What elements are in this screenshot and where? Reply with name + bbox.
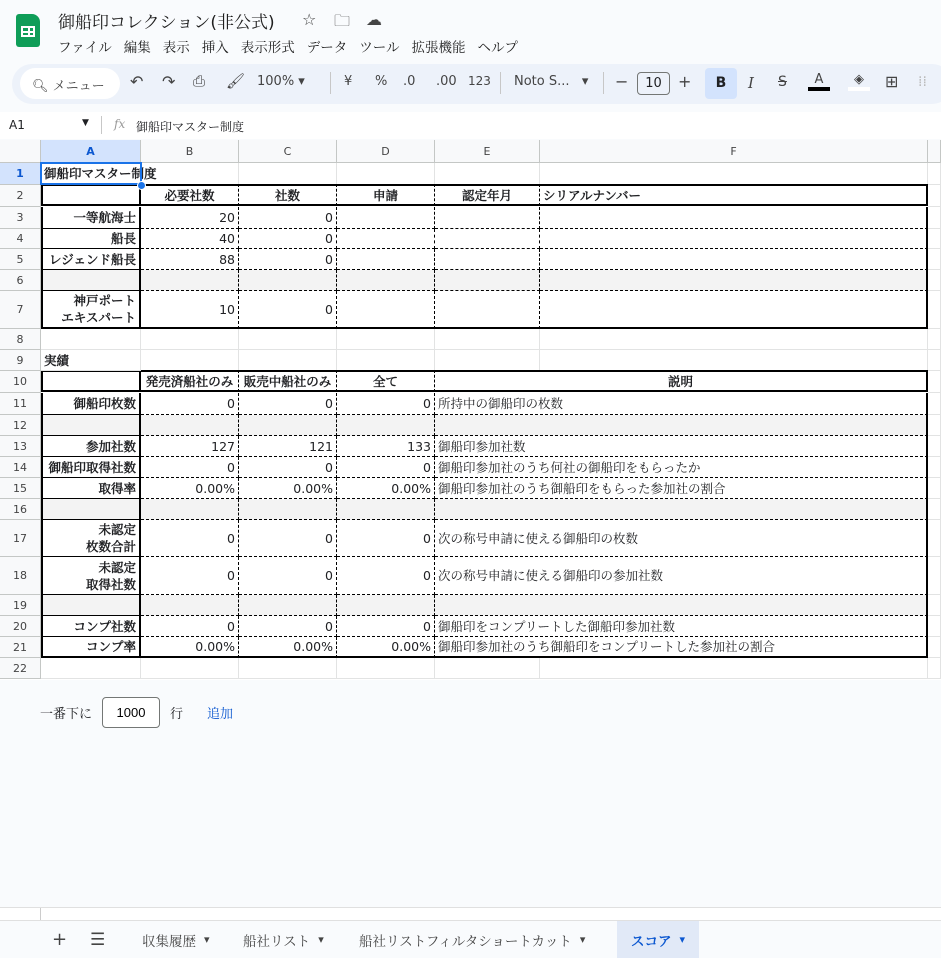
row-filler — [928, 520, 941, 557]
chevron-down-icon[interactable]: ▾ — [318, 933, 324, 946]
cell-E22[interactable] — [435, 658, 540, 679]
increase-font-size-button[interactable]: + — [678, 72, 692, 91]
cell-B5[interactable]: 88 — [141, 249, 239, 270]
row-header-14[interactable]: 14 — [0, 457, 41, 478]
column-header-A[interactable]: A — [41, 140, 141, 163]
cell-F4[interactable] — [540, 229, 928, 249]
cell-D5[interactable] — [337, 249, 435, 270]
row-header-6[interactable]: 6 — [0, 270, 41, 291]
cell-E5[interactable] — [435, 249, 540, 270]
cell-B17[interactable]: 0 — [141, 520, 239, 557]
cell-B4[interactable]: 40 — [141, 229, 239, 249]
select-all-corner[interactable] — [0, 140, 41, 163]
cell-D2[interactable]: 申請 — [337, 184, 435, 206]
cell-B12[interactable] — [141, 415, 239, 436]
sheet-tab-3[interactable] — [617, 921, 699, 958]
cell-C10[interactable]: 販売中船社のみ — [239, 370, 337, 392]
cell-C20[interactable]: 0 — [239, 616, 337, 637]
cell-A4[interactable]: 船長 — [41, 229, 141, 249]
cell-D10[interactable]: 全て — [337, 370, 435, 392]
cell-E9[interactable] — [435, 350, 540, 371]
document-title[interactable]: 御船印コレクション(非公式) — [58, 13, 275, 33]
spreadsheet-grid[interactable] — [0, 140, 941, 680]
cell-D20[interactable]: 0 — [337, 616, 435, 637]
all-sheets-menu-icon[interactable]: ☰ — [90, 929, 106, 950]
row-header-8[interactable]: 8 — [0, 329, 41, 350]
cell-F6[interactable] — [540, 270, 928, 291]
column-header-F[interactable]: F — [540, 140, 928, 163]
cell-E17[interactable]: 次の称号申請に使える御船印の枚数 — [435, 520, 928, 557]
cell-A20[interactable]: コンプ社数 — [41, 616, 141, 637]
fx-icon: fx — [114, 117, 126, 131]
paint-format-icon[interactable]: 🖌︎ — [226, 72, 246, 90]
row-filler — [928, 291, 941, 329]
decrease-font-size-button[interactable]: − — [615, 72, 629, 91]
cell-C2[interactable]: 社数 — [239, 184, 337, 206]
menu-item-1[interactable]: 編集 — [123, 40, 151, 56]
row-header-5[interactable]: 5 — [0, 249, 41, 270]
cell-B14[interactable]: 0 — [141, 457, 239, 478]
row-filler — [928, 658, 941, 679]
cell-A14[interactable]: 御船印取得社数 — [41, 457, 141, 478]
cell-B21[interactable]: 0.00% — [141, 637, 239, 658]
redo-icon[interactable]: ↷ — [162, 72, 176, 91]
cell-E4[interactable] — [435, 229, 540, 249]
column-header-filler — [928, 140, 941, 163]
row-header-15[interactable]: 15 — [0, 478, 41, 499]
cell-C17[interactable]: 0 — [239, 520, 337, 557]
row-filler — [928, 163, 941, 185]
cell-A15[interactable]: 取得率 — [41, 478, 141, 499]
cell-C16[interactable] — [239, 499, 337, 520]
cell-D19[interactable] — [337, 595, 435, 616]
row-filler — [928, 436, 941, 457]
add-rows-button[interactable]: 追加 — [207, 707, 234, 722]
row-filler — [928, 393, 941, 415]
cell-A13[interactable]: 参加社数 — [41, 436, 141, 457]
cell-A16[interactable] — [41, 499, 141, 520]
row-filler — [928, 249, 941, 270]
row-header-20[interactable]: 20 — [0, 616, 41, 637]
cell-A12[interactable] — [41, 415, 141, 436]
cell-B19[interactable] — [141, 595, 239, 616]
cell-F7[interactable] — [540, 291, 928, 329]
row-header-3[interactable]: 3 — [0, 207, 41, 229]
more-formats-button[interactable]: 123 — [468, 74, 491, 88]
bold-button[interactable]: B — [705, 68, 737, 99]
row-header-17[interactable]: 17 — [0, 520, 41, 557]
cell-E12[interactable] — [435, 415, 928, 436]
search-icon: 🔍︎ — [32, 79, 53, 94]
row-filler — [928, 557, 941, 595]
row-header-4[interactable]: 4 — [0, 229, 41, 249]
cell-C18[interactable]: 0 — [239, 557, 337, 595]
cell-E10[interactable]: 説明 — [435, 370, 928, 392]
column-header-C[interactable]: C — [239, 140, 337, 163]
active-cell-selection[interactable] — [40, 162, 142, 185]
cell-D1[interactable] — [337, 163, 435, 185]
row-filler — [928, 616, 941, 637]
sheet-tab-label: スコア — [631, 933, 672, 950]
cell-C3[interactable]: 0 — [239, 207, 337, 229]
cell-C5[interactable]: 0 — [239, 249, 337, 270]
row-filler — [928, 229, 941, 249]
row-header-1[interactable]: 1 — [0, 163, 41, 185]
row-filler — [928, 270, 941, 291]
cell-C21[interactable]: 0.00% — [239, 637, 337, 658]
text-color-icon[interactable]: A — [808, 72, 830, 91]
fill-handle[interactable] — [137, 181, 146, 190]
cell-A22[interactable] — [41, 658, 141, 679]
cell-D13[interactable]: 133 — [337, 436, 435, 457]
cell-E7[interactable] — [435, 291, 540, 329]
cell-F3[interactable] — [540, 207, 928, 229]
cell-A5[interactable]: レジェンド船長 — [41, 249, 141, 270]
percent-button[interactable]: % — [375, 74, 388, 89]
cell-F22[interactable] — [540, 658, 928, 679]
cell-D4[interactable] — [337, 229, 435, 249]
cell-A10[interactable] — [41, 370, 141, 392]
horizontal-scrollbar[interactable] — [0, 907, 941, 920]
fill-color-icon[interactable]: ◈ — [848, 72, 870, 91]
cell-B20[interactable]: 0 — [141, 616, 239, 637]
cell-C7[interactable]: 0 — [239, 291, 337, 329]
row-header-11[interactable]: 11 — [0, 393, 41, 415]
cell-D12[interactable] — [337, 415, 435, 436]
add-rows-bar — [40, 697, 233, 728]
cell-F2[interactable]: シリアルナンバー — [540, 184, 928, 206]
column-header-D[interactable]: D — [337, 140, 435, 163]
strikethrough-icon[interactable]: S — [778, 74, 787, 90]
sheet-tab-2[interactable] — [345, 921, 599, 958]
cell-E19[interactable] — [435, 595, 928, 616]
row-filler — [928, 329, 941, 350]
cell-C11[interactable]: 0 — [239, 393, 337, 415]
row-header-2[interactable]: 2 — [0, 185, 41, 207]
cell-D17[interactable]: 0 — [337, 520, 435, 557]
cell-B2[interactable]: 必要社数 — [141, 184, 239, 206]
cell-E1[interactable] — [435, 163, 540, 185]
print-icon[interactable]: ⎙ — [193, 72, 206, 90]
cell-E20[interactable]: 御船印をコンプリートした御船印参加社数 — [435, 616, 928, 637]
menu-item-3[interactable]: 挿入 — [201, 40, 229, 56]
menu-item-4[interactable]: 表示形式 — [240, 40, 295, 56]
menu-item-6[interactable]: ツール — [359, 40, 400, 56]
cell-C9[interactable] — [239, 350, 337, 371]
menu-item-7[interactable]: 拡張機能 — [411, 40, 466, 56]
cell-C15[interactable]: 0.00% — [239, 478, 337, 499]
cell-B15[interactable]: 0.00% — [141, 478, 239, 499]
add-rows-count-input[interactable] — [102, 697, 160, 728]
cell-E13[interactable]: 御船印参加社数 — [435, 436, 928, 457]
row-filler — [928, 499, 941, 520]
formula-input[interactable]: 御船印マスター制度 — [136, 120, 245, 134]
menu-item-8[interactable]: ヘルプ — [477, 40, 518, 56]
star-icon[interactable]: ☆ — [302, 10, 317, 29]
cell-D3[interactable] — [337, 207, 435, 229]
row-header-7[interactable]: 7 — [0, 291, 41, 329]
name-box-dropdown-icon[interactable]: ▼ — [82, 118, 89, 128]
decrease-decimal-button[interactable]: .0 — [403, 74, 416, 89]
cell-B11[interactable]: 0 — [141, 393, 239, 415]
cell-B18[interactable]: 0 — [141, 557, 239, 595]
cell-E3[interactable] — [435, 207, 540, 229]
cell-C22[interactable] — [239, 658, 337, 679]
row-header-9[interactable]: 9 — [0, 350, 41, 371]
sheet-tab-0[interactable] — [128, 921, 224, 958]
menu-item-2[interactable]: 表示 — [162, 40, 190, 56]
column-header-E[interactable]: E — [435, 140, 540, 163]
cell-B9[interactable] — [141, 350, 239, 371]
cell-E11[interactable]: 所持中の御船印の枚数 — [435, 393, 928, 415]
row-header-13[interactable]: 13 — [0, 436, 41, 457]
cell-E16[interactable] — [435, 499, 928, 520]
cell-C8[interactable] — [239, 329, 337, 350]
cell-E2[interactable]: 認定年月 — [435, 184, 540, 206]
cell-D18[interactable]: 0 — [337, 557, 435, 595]
row-filler — [928, 185, 941, 207]
cell-D21[interactable]: 0.00% — [337, 637, 435, 658]
cell-E14[interactable]: 御船印参加社のうち何社の御船印をもらったか — [435, 457, 928, 478]
increase-decimal-button[interactable]: .00 — [436, 74, 457, 89]
row-header-21[interactable]: 21 — [0, 637, 41, 658]
cell-F9[interactable] — [540, 350, 928, 371]
formula-bar — [0, 112, 941, 139]
move-folder-icon[interactable]: 🗀 — [334, 11, 351, 30]
cell-D8[interactable] — [337, 329, 435, 350]
cell-B7[interactable]: 10 — [141, 291, 239, 329]
cell-A1[interactable]: 御船印マスター制度 — [41, 163, 141, 185]
cell-A11[interactable]: 御船印枚数 — [41, 393, 141, 415]
cell-C19[interactable] — [239, 595, 337, 616]
row-header-10[interactable]: 10 — [0, 371, 41, 393]
currency-button[interactable]: ¥ — [344, 74, 353, 89]
cell-F8[interactable] — [540, 329, 928, 350]
sheet-tab-label: 船社リスト — [243, 933, 311, 950]
chevron-down-icon[interactable]: ▾ — [679, 933, 686, 946]
cell-D22[interactable] — [337, 658, 435, 679]
add-rows-prefix: 一番下に — [40, 707, 93, 722]
column-header-B[interactable]: B — [141, 140, 239, 163]
cell-E6[interactable] — [435, 270, 540, 291]
borders-icon[interactable]: ⊞ — [885, 72, 899, 91]
row-filler — [928, 350, 941, 371]
chevron-down-icon[interactable]: ▾ — [204, 933, 210, 946]
cell-D9[interactable] — [337, 350, 435, 371]
cell-D15[interactable]: 0.00% — [337, 478, 435, 499]
row-header-22[interactable]: 22 — [0, 658, 41, 679]
cell-C4[interactable]: 0 — [239, 229, 337, 249]
cell-B22[interactable] — [141, 658, 239, 679]
row-header-19[interactable]: 19 — [0, 595, 41, 616]
cell-C12[interactable] — [239, 415, 337, 436]
cell-B6[interactable] — [141, 270, 239, 291]
cell-F1[interactable] — [540, 163, 928, 185]
cell-F5[interactable] — [540, 249, 928, 270]
merge-cells-icon[interactable]: ⁞⁞ — [918, 74, 927, 90]
row-header-12[interactable]: 12 — [0, 415, 41, 436]
chevron-down-icon[interactable]: ▾ — [579, 933, 586, 946]
cell-A19[interactable] — [41, 595, 141, 616]
menu-search[interactable] — [20, 68, 120, 99]
cell-B13[interactable]: 127 — [141, 436, 239, 457]
menu-bar — [58, 36, 518, 56]
cell-C13[interactable]: 121 — [239, 436, 337, 457]
cell-E8[interactable] — [435, 329, 540, 350]
cell-C14[interactable]: 0 — [239, 457, 337, 478]
sheets-logo[interactable] — [16, 14, 40, 47]
add-sheet-icon[interactable]: + — [52, 929, 68, 950]
cell-E15[interactable]: 御船印参加社のうち御船印をもらった参加社の割合 — [435, 478, 928, 499]
cell-D6[interactable] — [337, 270, 435, 291]
menu-item-5[interactable]: データ — [306, 40, 348, 56]
cell-A8[interactable] — [41, 329, 141, 350]
cell-A17[interactable]: 未認定 枚数合計 — [41, 520, 141, 557]
cell-A9[interactable]: 実績 — [41, 350, 141, 371]
name-box[interactable]: A1 — [9, 118, 25, 132]
cell-C1[interactable] — [239, 163, 337, 185]
cell-A7[interactable]: 神戸ポート エキスパート — [41, 291, 141, 329]
search-label: メニュー — [52, 79, 105, 94]
cell-B8[interactable] — [141, 329, 239, 350]
row-filler — [928, 207, 941, 229]
cell-D11[interactable]: 0 — [337, 393, 435, 415]
row-filler — [928, 457, 941, 478]
cell-D14[interactable]: 0 — [337, 457, 435, 478]
menu-item-0[interactable]: ファイル — [58, 40, 112, 56]
cell-B3[interactable]: 20 — [141, 207, 239, 229]
cell-A3[interactable]: 一等航海士 — [41, 207, 141, 229]
cell-A18[interactable]: 未認定 取得社数 — [41, 557, 141, 595]
cell-B16[interactable] — [141, 499, 239, 520]
row-filler — [928, 478, 941, 499]
cell-A2[interactable] — [41, 184, 141, 206]
font-select[interactable]: Noto S... ▾ — [514, 74, 589, 89]
cell-E18[interactable]: 次の称号申請に使える御船印の参加社数 — [435, 557, 928, 595]
row-filler — [928, 637, 941, 658]
row-filler — [928, 371, 941, 393]
row-header-18[interactable]: 18 — [0, 557, 41, 595]
sheet-tabs-bar — [0, 920, 941, 957]
cell-A21[interactable]: コンプ率 — [41, 637, 141, 658]
cell-C6[interactable] — [239, 270, 337, 291]
sheet-tab-label: 収集履歴 — [142, 933, 196, 950]
sheet-tab-label: 船社リストフィルタショートカット — [359, 933, 572, 950]
cell-D16[interactable] — [337, 499, 435, 520]
sheet-tab-1[interactable] — [229, 921, 338, 958]
add-rows-suffix: 行 — [170, 707, 184, 722]
cell-A6[interactable] — [41, 270, 141, 291]
zoom-select[interactable]: 100% ▾ — [257, 74, 305, 89]
font-size-input[interactable]: 10 — [637, 72, 670, 95]
row-header-16[interactable]: 16 — [0, 499, 41, 520]
italic-button[interactable]: I — [748, 74, 754, 92]
undo-icon[interactable]: ↶ — [130, 72, 144, 91]
row-filler — [928, 595, 941, 616]
cell-D7[interactable] — [337, 291, 435, 329]
cell-E21[interactable]: 御船印参加社のうち御船印をコンプリートした参加社の割合 — [435, 637, 928, 658]
row-filler — [928, 415, 941, 436]
cloud-saved-icon[interactable]: ☁ — [366, 10, 382, 29]
cell-B10[interactable]: 発売済船社のみ — [141, 370, 239, 392]
